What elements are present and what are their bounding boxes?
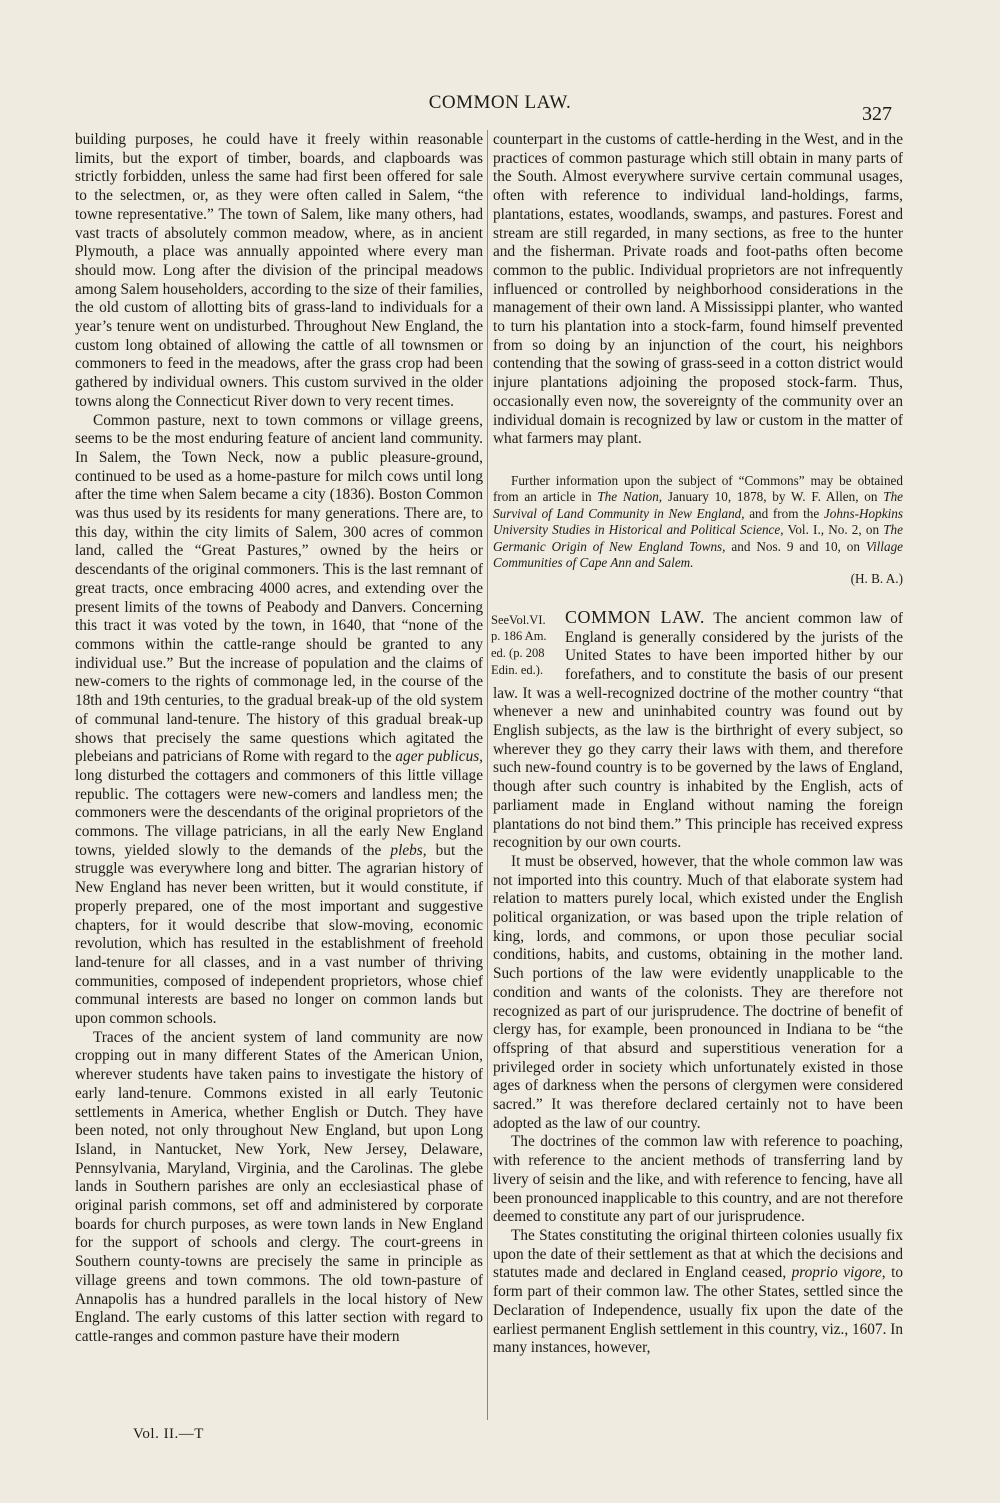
text-run: The States constituting the original thirteen colonies usually fix upon the date of their settlement as that at which the decisions and statutes made and declared in England ceased, bbox=[493, 1227, 903, 1282]
italic-term: plebs, bbox=[390, 841, 427, 859]
paragraph: Traces of the ancient system of land community are now cropping out in many different States of the American Union, wherever students have taken pains to investigate the history of early land-tenure. Commons existed in all early Teutonic settlements in America, whether English or Dutch. They have been noted, not only throughout New England, but upon Long Island, in Nantucket, New York, New Jersey, Delaware, Pennsylvania, Maryland, Virginia, and the Carolinas. The glebe lands in Southern parishes are only an ecclesiastical phase of original parish commons, set off and administered by corporate boards for church purposes, as were town lands in New England for the support of schools and clergy. The court-greens in Southern county-towns are precisely the same in principle as village greens and town commons. The old town-pasture of Annapolis has a hundred parallels in the local history of New England. The early customs of this latter section with regard to cattle-ranges and common pasture have their modern bbox=[75, 1028, 483, 1345]
text-run: Common pasture, next to town commons or village greens, seems to be the most enduring feature of ancient land community. In Salem, the Town Neck, now a public pleasure-ground, continued to be used as a home-pasture for milch cows until long after the time when Salem became a city (1836). Boston Common was thus used by its residents for many generations. There are, to this day, within the city limits of Salem, 300 acres of common land, called the “Great Pastures,” owned by the heirs or descendants of the original commoners. This is the last remnant of great tracts, once embracing 4000 acres, and extending over the present limits of the towns of Peabody and Danvers. Concerning this tract it was voted by the town, in 1640, that “none of the commons within the cattle-range should be granted to any individual use.” But the increase of population and the claims of new-comers to the rights of commonage led, in the course of the 18th and 19th centuries, to the gradual break-up of the old system of communal land-tenure. The history of this gradual break-up shows that precisely the same questions which agitated the plebeians and patricians of Rome with regard to the bbox=[75, 411, 483, 766]
italic-title: The Germanic Origin of New England Towns, bbox=[493, 522, 903, 554]
text-run: long disturbed the cottagers and commoners of this little village republic. The cottagers were new-comers and landless men; the commoners were the descendants of the original proprietors of the commons. The village patricians, in all the early New England towns, yielded slowly to the demands of the bbox=[75, 766, 483, 859]
paragraph: It must be observed, however, that the whole common law was not imported into this country. Much of that elaborate system had relation to matters purely local, which existed under the English political organization, or was based upon the triple relation of king, lords, and commons, or upon those peculiar social conditions, habits, and customs, obtaining in the mother land. Such portions of the law were evidently unapplicable to the condition and wants of the colonists. They are therefore not recognized as part of our jurisprudence. The doctrine of benefit of clergy has, for example, been pronounced in Indiana to be “the offspring of that absurd and superstitious veneration for a privileged order in society which unfortunately existed in those ages of darkness when the persons of clergymen were considered sacred.” It was therefore declared certainly not to have been adopted as the law of our country. bbox=[493, 852, 903, 1132]
running-head: COMMON LAW. bbox=[428, 92, 572, 113]
paragraph bbox=[493, 1227, 903, 1358]
paragraph: The doctrines of the common law with reference to poaching, with reference to the ancient methods of transferring land by livery of seisin and the like, and with reference to fencing, have all been pronounced inapplicable to this country, and are not therefore deemed to constitute any part of our jurisprudence. bbox=[493, 1133, 903, 1226]
paragraph: counterpart in the customs of cattle-herding in the West, and in the practices of common pasturage which still obtain in many parts of the South. Almost everywhere survive certain communal usages, often with reference to individual land-holdings, farms, plantations, estates, woodlands, swamps, and pastures. Forest and stream are still regarded, in many sections, as free to the hunter and the fisherman. Private roads and foot-paths often become common to the public. Individual proprietors are not infrequently influenced or controlled by neighborhood considerations in the management of their own land. A Mississippi planter, who wanted to turn his plantation into a stock-farm, found himself prevented from so doing by an injunction of the court, his neighbors contending that the sowing of grass-seed in a cotton district would injure plantations adjoining the proposed stock-farm. Thus, occasionally even now, the sovereignty of the community over an individual domain is recognized by law or custom in the matter of what farmers may plant. bbox=[493, 131, 903, 448]
text-run: and from the bbox=[749, 505, 820, 521]
text-run: to form part of their common law. The other States, settled since the Declaration of Independence, usually fix upon the date of the earliest permanent English settlement in this country, viz., 1607. In many instances, however, bbox=[493, 1264, 903, 1357]
left-column bbox=[75, 131, 483, 1347]
italic-term: proprio vigore, bbox=[791, 1264, 886, 1282]
text-run: The ancient common law of England is generally considered by the jurists of the United States to have been imported hither by our forefathers, and to constitute the basis of our present law. It was a well-recognized doctrine of the mother country “that whenever a new and uninhabited country was found out by English subjects, as the law is the birthright of every subject, so wherever they go they carry their laws with them, and therefore such new-found country is to be governed by the laws of England, though after such country is inhabited by the English, acts of parliament made in England without naming the foreign plantations do not bind them.” This principle has received express recognition by our own courts. bbox=[493, 609, 904, 852]
paragraph bbox=[493, 608, 903, 853]
right-column bbox=[493, 131, 903, 1358]
article-common-law bbox=[493, 608, 903, 1358]
article-headword: COMMON LAW. bbox=[565, 606, 705, 627]
signature-mark: Vol. II.—T bbox=[133, 1426, 204, 1442]
author-initials: (H. B. A.) bbox=[850, 571, 903, 587]
italic-term: ager publicus, bbox=[395, 748, 483, 766]
text-run: and Nos. 9 and 10, on bbox=[731, 538, 860, 554]
text-run: Vol. I., No. 2, on bbox=[787, 522, 880, 538]
paragraph: building purposes, he could have it freely within reasonable limits, but the export of timber, boards, and clapboards was strictly forbidden, unless the same had first been offered for sale to the selectmen, or, as they were often called in Salem, “the towne representative.” The town of Salem, like many others, had vast tracts of absolutely common meadow, where, as in ancient Plymouth, a place was annually appointed where every man should mow. Long after the division of the principal meadows among Salem householders, according to the size of their families, the old custom of allotting bits of grass-land to individuals for a year’s tenure went on undisturbed. Throughout New England, the custom long obtained of allowing the cattle of all townsmen or commoners to feed in the meadows, after the grass crop had been gathered by individual owners. This custom survived in the older towns along the Connecticut River down to very recent times. bbox=[75, 131, 483, 410]
italic-title: Johns-Hopkins University Studies in Historical and Political Science, bbox=[493, 505, 903, 538]
column-divider bbox=[487, 130, 488, 1420]
italic-title: The Survival of Land Community in New England, bbox=[493, 489, 904, 521]
page-number: 327 bbox=[862, 103, 892, 125]
italic-title: The Nation, bbox=[597, 489, 663, 505]
margin-reference: SeeVol.VI. p. 186 Am. ed. (p. 208 Edin. ed.). bbox=[491, 612, 547, 677]
italic-title: Village Communities of Cape Ann and Salem. bbox=[493, 538, 904, 570]
text-run: January 10, 1878, by W. F. Allen, on bbox=[667, 489, 878, 505]
text-run: Further information upon the subject of “Commons” may be obtained from an article in bbox=[493, 472, 903, 505]
text-run: but the struggle was everywhere long and bitter. The agrarian history of New England has never been written, but it would constitute, if properly prepared, one of the most important and suggestive chapters, for it would describe that slow-moving, economic revolution, which has resulted in the establishment of freehold land-tenure for all classes, and in a vast number of thriving communities, composed of independent proprietors, whose chief communal interests are based no longer on common lands but upon common schools. bbox=[75, 841, 483, 1028]
paragraph bbox=[75, 412, 483, 1029]
bibliographic-note bbox=[493, 473, 903, 588]
note-text bbox=[493, 473, 903, 571]
